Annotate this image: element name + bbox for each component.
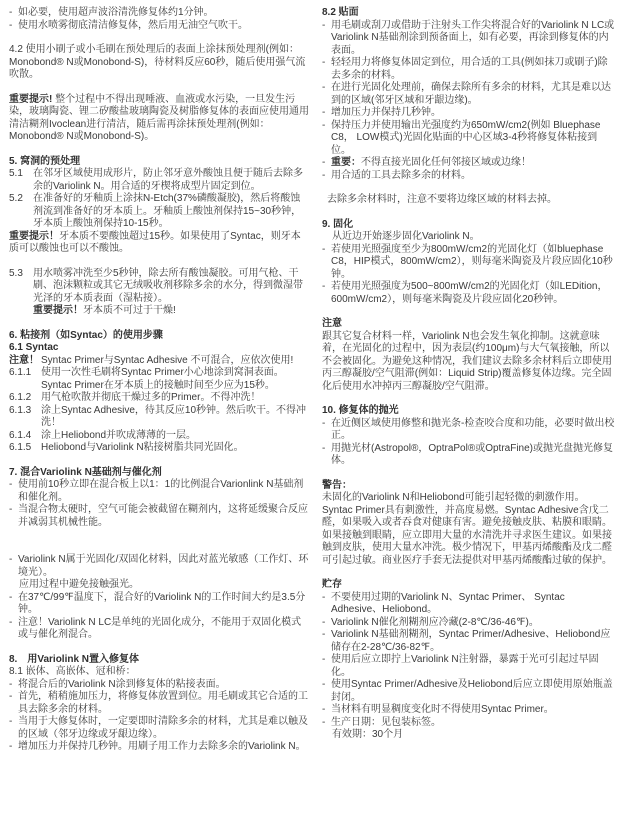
list-marker: - bbox=[322, 716, 326, 728]
list-text: Heliobond与Variolink N粘接树脂共同光固化。 bbox=[41, 442, 244, 453]
list-marker: 5.2 bbox=[9, 193, 23, 204]
list-item bbox=[322, 617, 615, 630]
list-text: 增加压力并保持几秒钟。 bbox=[331, 107, 441, 118]
section-heading: 10. 修复体的抛光 bbox=[322, 405, 399, 416]
list-text: 当用于大修复体时，一定要即时清除多余的材料，尤其是难以触及的区域（邻牙边缘或牙龈边缘）。 bbox=[18, 716, 308, 740]
list-text: 若使用光照强度为500~800mW/cm2的光固化灯（如LEDition，600mW/cm2），则每毫米陶瓷及片段应固化20秒钟。 bbox=[331, 281, 608, 305]
list-text: 保持压力并使用输出光强度约为650mW/cm2(例如 Bluephase C8， LOW模式)光固化贴面的中心区域3-4秒将修复体粘接到位。 bbox=[331, 119, 601, 156]
list-marker: - bbox=[322, 169, 326, 181]
section-heading: 5. 窝洞的预处理 bbox=[9, 155, 81, 167]
list-text: 用气枪吹散并彻底干燥过多的Primer。不得冲洗！ bbox=[41, 392, 261, 403]
list-item bbox=[322, 244, 615, 282]
list-marker: 注意！ bbox=[9, 354, 39, 366]
list-marker: 6.1.1 bbox=[9, 367, 32, 378]
list-text: 重要：不得直接光固化任何邻接区域或边缘！ bbox=[331, 157, 531, 168]
right-column bbox=[322, 7, 615, 742]
list-text: 使用前10秒立即在混合板上以1：1的比例混合Varionlink N基础剂和催化剂。 bbox=[18, 479, 304, 503]
section-heading: 6. 粘接剂（如Syntac）的使用步骤 bbox=[9, 329, 163, 341]
list-item bbox=[9, 442, 309, 455]
list-marker: 6.1.3 bbox=[9, 404, 32, 416]
list-item bbox=[322, 120, 615, 158]
list-item bbox=[322, 679, 615, 704]
list-marker: - bbox=[322, 157, 326, 168]
list-marker: - bbox=[322, 616, 326, 628]
list-marker: - bbox=[322, 57, 326, 68]
list-item bbox=[9, 7, 309, 20]
list-item bbox=[9, 355, 309, 368]
list-marker: - bbox=[9, 616, 13, 628]
list-marker: 5.1 bbox=[9, 168, 23, 179]
list-text: 当材料有明显稠度变化时不得使用Syntac Primer。 bbox=[331, 704, 554, 715]
bold-lead: 重要： bbox=[331, 157, 361, 168]
list-marker: 6.1.2 bbox=[9, 392, 32, 403]
section-heading: 8. 用Variolink N置入修复体 bbox=[9, 653, 140, 665]
list-item bbox=[9, 592, 309, 617]
list-text: 将混合后的Variolink N涂到修复体的粘接表面。 bbox=[18, 678, 226, 690]
left-column bbox=[9, 7, 309, 754]
list-item bbox=[322, 82, 615, 107]
list-item bbox=[9, 392, 309, 405]
list-text: 使用Syntac Primer/Adhesive及Heliobond后应立即使用原始瓶盖封闭。 bbox=[331, 679, 613, 703]
section-heading: 警告： bbox=[322, 479, 352, 491]
list-text: Variolink N催化剂糊剂应冷藏(2-8℃/36-46℉)。 bbox=[331, 616, 539, 628]
list-item bbox=[9, 617, 309, 642]
list-marker: - bbox=[9, 504, 13, 515]
list-marker: - bbox=[322, 243, 326, 255]
list-marker: - bbox=[322, 704, 326, 715]
list-item bbox=[9, 193, 309, 231]
section-heading: 9. 固化 bbox=[322, 218, 354, 230]
list-item bbox=[9, 741, 309, 754]
list-item bbox=[9, 691, 309, 716]
list-text: 用抛光材(Astropol®，OptraPol®或OptraFine)或抛光盘抛光修复体。 bbox=[331, 442, 614, 466]
list-item bbox=[322, 57, 615, 82]
list-text: 用合适的工具去除多余的材料。 bbox=[331, 169, 471, 181]
paragraph: 跟其它复合材料一样，Variolink N也会发生氧化抑制。这就意味着，在光固化的过程中，因为表层(约100μm)与大气氧接触，所以不会被固化。为避免这种情况，我们建议去除多余材料后立即使用丙三醇凝胶/空气阻滞(例如：Liquid Strip)覆盖修复体边缘。完全固化后使用水冲掉丙三醇凝胶/空气阻滞。 bbox=[322, 330, 612, 392]
list-item bbox=[322, 717, 615, 730]
list-text: 在进行光固化处理前，确保去除所有多余的材料，尤其是难以达到的区域(邻牙区域和牙龈边缘)。 bbox=[331, 82, 611, 106]
list-item bbox=[9, 679, 309, 692]
list-marker: 6.1.5 bbox=[9, 442, 32, 453]
list-marker: - bbox=[9, 678, 13, 690]
list-text: Variolink N基础剂糊剂，Syntac Primer/Adhesive、Heliobond应储存在2-28℃/36-82℉。 bbox=[331, 629, 611, 653]
list-marker: - bbox=[9, 716, 13, 727]
list-text: 使用水喷雾彻底清洁修复体，然后用无油空气吹干。 bbox=[18, 19, 248, 31]
list-text: Variolink N属于光固化/双固化材料，因此对蓝光敏感（工作灯、环境光）。 bbox=[18, 554, 309, 578]
list-item bbox=[322, 654, 615, 679]
section-heading: 8.2 贴面 bbox=[322, 7, 359, 18]
list-item bbox=[9, 479, 309, 504]
list-text: 用水喷雾冲洗至少5秒钟，除去所有酸蚀凝胶。可用气枪、干刷、泡沫颗粒或其它无绒吸收剂移除多余的水分，得到微湿带光泽的牙本质表面（湿粘接）。 bbox=[33, 267, 303, 304]
list-item bbox=[9, 20, 309, 33]
list-item bbox=[9, 168, 309, 193]
list-item bbox=[322, 157, 615, 170]
list-marker: - bbox=[9, 7, 13, 18]
list-item bbox=[322, 629, 615, 654]
paragraph: 重要提示！牙本质不要酸蚀超过15秒。如果使用了Syntac，则牙本质可以酸蚀也可以不酸蚀。 bbox=[9, 230, 301, 254]
list-marker: - bbox=[322, 281, 326, 292]
list-text: 使用一次性毛刷将Syntac Primer小心地涂到窝洞表面。Syntac Primer在牙本质上的接触时间至少应为15秒。 bbox=[41, 367, 284, 391]
paragraph: 重要提示! 整个过程中不得出现唾液、血液或水污染，一旦发生污染，玻璃陶瓷、锂二矽酸盐玻璃陶瓷及树脂修复体的表面应使用通用清洁糊剂Ivoclean进行清洁，随后需再涂抹预处理剂(例如：Monobond® N或Monobond-S)。 bbox=[9, 93, 309, 142]
section-heading: 6.1 Syntac bbox=[9, 342, 59, 353]
list-text: 在37℃/99℉温度下，混合好的Variolink N的工作时间大约是3.5分钟。 bbox=[18, 591, 306, 615]
list-item bbox=[322, 281, 615, 306]
section-heading: 7. 混合Variolink N基础剂与催化剂 bbox=[9, 466, 162, 478]
bold-lead: 重要提示! bbox=[9, 93, 53, 105]
list-text: 如必要，使用超声波浴清洗修复体约1分钟。 bbox=[18, 7, 214, 18]
list-item bbox=[322, 170, 615, 183]
list-marker: - bbox=[9, 691, 13, 702]
paragraph: 4.2 使用小刷子或小毛刷在预处理后的表面上涂抹预处理剂(例如：Monobond® N或Monobond-S)，待材料反应60秒，随后使用强气流吹散。 bbox=[9, 44, 306, 80]
list-item bbox=[322, 20, 615, 58]
list-marker: - bbox=[322, 654, 326, 665]
list-marker: - bbox=[322, 629, 326, 640]
list-item bbox=[9, 430, 309, 443]
bold-lead: 重要提示！ bbox=[33, 305, 83, 316]
paragraph: 应用过程中避免接触强光。 bbox=[19, 579, 139, 590]
list-text: 若使用光照强度至少为800mW/cm2的光固化灯（如bluephase C8，HIP模式，800mW/cm2），则每毫米陶瓷及片段应固化10秒钟。 bbox=[331, 243, 613, 280]
paragraph: 重要提示！牙本质不可过于干燥! bbox=[33, 305, 176, 316]
list-text: 涂上Syntac Adhesive，待其反应10秒钟。然后吹干。不得冲洗！ bbox=[41, 404, 307, 428]
list-text: 用毛刷或刮刀或借助于注射头工作尖将混合好的Variolink N LC或Variolink N基础剂涂到预备面上，如有必要，再涂到修复体的内表面。 bbox=[331, 19, 615, 56]
list-text: 在近侧区域使用修整和抛光条-检查咬合度和功能，必要时做出校正。 bbox=[331, 417, 615, 441]
list-text: 生产日期：见包装标签。 bbox=[331, 716, 441, 728]
list-marker: - bbox=[322, 82, 326, 93]
list-marker: - bbox=[322, 19, 326, 31]
list-marker: - bbox=[322, 591, 326, 603]
list-marker: 5.3 bbox=[9, 267, 23, 279]
list-item bbox=[322, 418, 615, 443]
list-marker: - bbox=[9, 741, 13, 752]
list-item bbox=[9, 268, 309, 306]
paragraph: 去除多余材料时，注意不要将边缘区域的材料去掉。 bbox=[327, 194, 557, 205]
list-text: Syntac Primer与Syntac Adhesive 不可混合，应依次使用! bbox=[41, 354, 294, 366]
list-item bbox=[9, 405, 309, 430]
section-heading: 注意 bbox=[322, 318, 342, 329]
list-item bbox=[9, 367, 309, 392]
section-heading: 贮存 bbox=[322, 579, 342, 590]
list-item bbox=[9, 504, 309, 529]
list-marker: - bbox=[9, 19, 13, 31]
paragraph: 从近边开始逐步固化Variolink N。 bbox=[332, 231, 480, 242]
list-marker: - bbox=[9, 479, 13, 490]
list-marker: - bbox=[322, 119, 326, 131]
list-item bbox=[322, 443, 615, 468]
bold-lead: 重要提示！ bbox=[9, 230, 59, 242]
list-marker: 6.1.4 bbox=[9, 429, 32, 441]
paragraph: 有效期：30个月 bbox=[332, 729, 404, 740]
list-marker: - bbox=[9, 591, 13, 603]
list-marker: - bbox=[322, 107, 326, 118]
list-text: 涂上Heliobond并吹成薄薄的一层。 bbox=[41, 429, 197, 441]
list-item bbox=[322, 107, 615, 120]
list-text: 使用后应立即拧上Variolink N注射器，暴露于光可引起过早固化。 bbox=[331, 654, 599, 678]
list-text: 在准备好的牙釉质上涂抹N-Etch(37%磷酸凝胶)，然后将酸蚀剂流到准备好的牙本质上。牙釉质上酸蚀剂保持15~30秒钟，牙本质上酸蚀剂保持10-15秒。 bbox=[33, 193, 302, 229]
list-item bbox=[322, 592, 615, 617]
list-item bbox=[9, 554, 309, 579]
list-marker: - bbox=[322, 442, 326, 454]
list-text: 首先，稍稍施加压力，将修复体放置到位。用毛刷或其它合适的工具去除多余的材料。 bbox=[18, 691, 308, 715]
list-text: 当混合物太硬时，空气可能会被截留在糊剂内，这将延缓聚合反应并减弱其机械性能。 bbox=[18, 504, 308, 528]
list-text: 不要使用过期的Variolink N、Syntac Primer、 Syntac Adhesive、Heliobond。 bbox=[331, 591, 565, 615]
paragraph: 8.1 嵌体、高嵌体、冠和桥： bbox=[9, 666, 136, 677]
list-marker: - bbox=[322, 417, 326, 429]
list-text: 增加压力并保持几秒钟。用刷子用工作力去除多余的Variolink N。 bbox=[18, 741, 306, 752]
list-marker: - bbox=[322, 679, 326, 690]
list-marker: - bbox=[9, 554, 13, 565]
list-text: 注意！Variolink N LC是单纯的光固化成分，不能用于双固化模式或与催化剂混合。 bbox=[18, 616, 302, 640]
list-item bbox=[322, 704, 615, 717]
list-text: 在邻牙区域使用成形片，防止邻牙意外酸蚀且便于随后去除多余的Variolink N。用合适的牙楔将成型片固定到位。 bbox=[33, 168, 303, 192]
list-text: 轻轻用力将修复体固定到位，用合适的工具(例如抹刀或刷子)除去多余的材料。 bbox=[331, 57, 608, 81]
paragraph: 未固化的Variolink N和Heliobond可能引起轻微的刺激作用。Syntac Primer具有刺激性，并高度易燃。Syntac Adhesive含戊二醛，如果吸入或者吞食对健康有害。避免接触皮肤、粘膜和眼睛。如果接触到眼睛，应立即用大量的水清洗并寻求医生建议。如果接触到皮肤，使用大量水冲洗。极少情况下，甲基丙烯酸酯及戊二醛可引起过敏。商业医疗手套无法提供对甲基丙烯酸酯过敏的保护。 bbox=[322, 492, 612, 566]
list-item bbox=[9, 716, 309, 741]
